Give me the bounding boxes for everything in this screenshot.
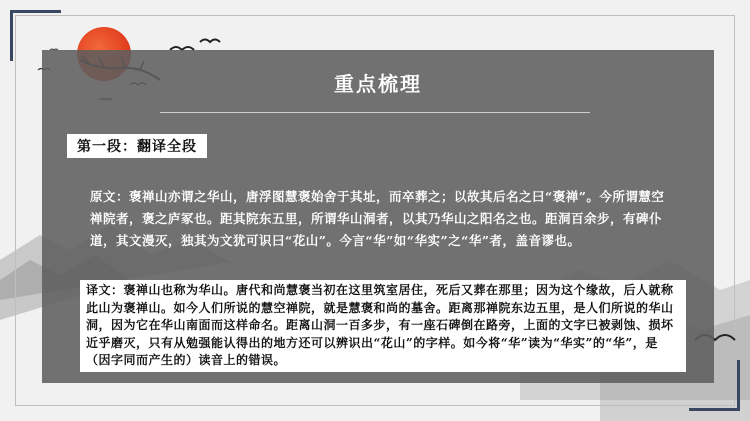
page-title: 重点梳理 <box>334 72 422 96</box>
title-divider <box>160 112 590 113</box>
original-text: 原文：褒禅山亦谓之华山，唐浮图慧褒始舍于其址，而卒葬之；以故其后名之曰“褒禅”。今所谓慧空禅院者，褒之庐冢也。距其院东五里，所谓华山洞者，以其乃华山之阳名之也。距洞百余步，有碑仆道，其文漫灭，独其为文犹可识曰“花山”。今言“华”如“华实”之“华”者，盖音谬也。 <box>90 189 665 248</box>
translation-text: 译文：褒禅山也称为华山。唐代和尚慧褒当初在这里筑室居住，死后又葬在那里；因为这个缘故，后人就称此山为褒禅山。如今人们所说的慧空禅院，就是慧褒和尚的墓舍。距离那禅院东边五里，是人们所说的华山洞，因为它在华山南面而这样命名。距离山洞一百多步，有一座石碑倒在路旁，上面的文字已被剥蚀、损坏近乎磨灭，只有从勉强能认得出的地方还可以辨识出“花山”的字样。如今将“华”读为“华实”的“华”，是（因字同而产生的）读音上的错误。 <box>80 280 686 372</box>
content-panel <box>42 50 714 383</box>
section-label: 第一段：翻译全段 <box>67 134 207 158</box>
